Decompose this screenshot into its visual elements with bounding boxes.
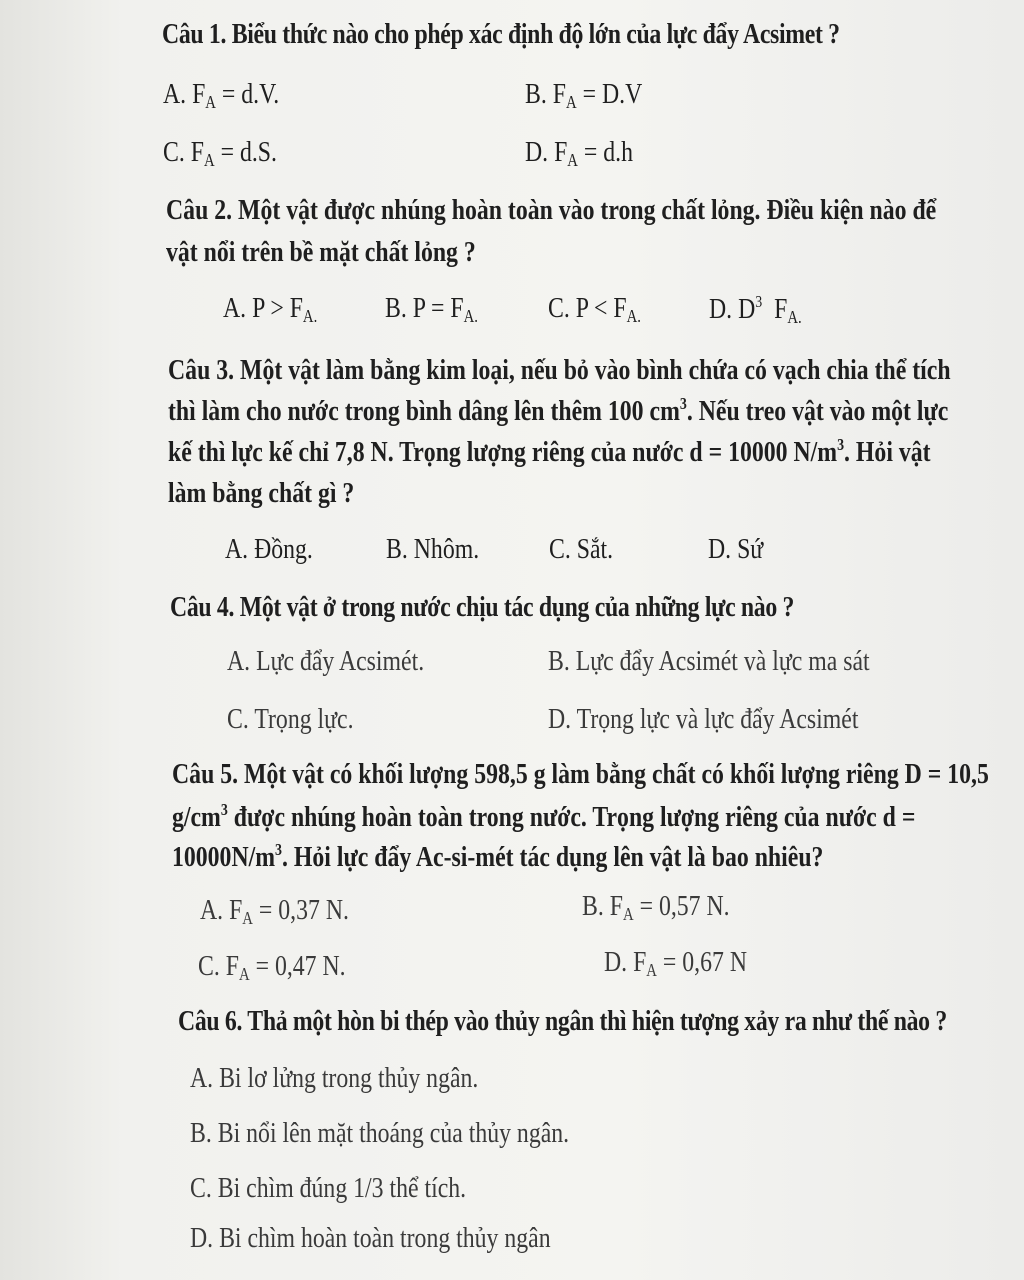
q3-option-b: B. Nhôm. xyxy=(386,533,480,565)
q1-option-b: B. $F_A = D.V$ xyxy=(525,78,643,112)
q5-option-c: C. $F_A = 0,47$ N. xyxy=(198,950,346,984)
q1-option-a: A. $F_A = d.V$. xyxy=(163,78,280,112)
q5-option-a: A. $F_A = 0,37$ N. xyxy=(200,894,349,928)
q2-option-d: D. $D^3$ $F_{A.}$ xyxy=(709,292,802,327)
q4-option-a: A. Lực đẩy Acsimét. xyxy=(227,645,425,677)
q2-line-2: vật nổi trên bề mặt chất lỏng ? xyxy=(166,236,476,268)
q2-option-b: B. $P = F_{A.}$ xyxy=(385,292,478,326)
q6-title: Câu 6. Thả một hòn bi thép vào thủy ngân thì hiện tượng xảy ra như thế nào ? xyxy=(178,1005,947,1037)
q4-option-c: C. Trọng lực. xyxy=(227,703,354,735)
q3-line-3: kế thì lực kế chỉ 7,8 N. Trọng lượng riêng của nước d = 10000 $N/m^3$. Hỏi vật xyxy=(168,435,931,468)
q5-option-d: D. $F_A = 0,67$ N xyxy=(604,946,748,980)
q6-option-b: B. Bi nổi lên mặt thoáng của thủy ngân. xyxy=(190,1117,570,1149)
q4-option-b: B. Lực đẩy Acsimét và lực ma sát xyxy=(548,645,870,677)
q3-option-a: A. Đồng. xyxy=(225,533,313,565)
q5-line-3: $10000N/m^3$. Hỏi lực đẩy Ac-si-mét tác dụng lên vật là bao nhiêu? xyxy=(172,840,824,873)
q1-title: Câu 1. Biểu thức nào cho phép xác định độ lớn của lực đẩy Acsimet ? xyxy=(162,18,840,50)
q6-option-c: C. Bi chìm đúng 1/3 thể tích. xyxy=(190,1172,467,1204)
q3-line-1: Câu 3. Một vật làm bằng kim loại, nếu bỏ vào bình chứa có vạch chia thể tích xyxy=(168,354,951,386)
q4-option-d: D. Trọng lực và lực đẩy Acsimét xyxy=(548,703,859,735)
q3-option-d: D. Sứ xyxy=(708,533,764,565)
q3-option-c: C. Sắt. xyxy=(549,533,614,565)
q3-line-2: thì làm cho nước trong bình dâng lên thêm 100 $cm^3$. Nếu treo vật vào một lực xyxy=(168,394,949,427)
q6-option-d: D. Bi chìm hoàn toàn trong thủy ngân xyxy=(190,1222,551,1254)
q5-line-2: $g/cm^3$ được nhúng hoàn toàn trong nước. Trọng lượng riêng của nước d = xyxy=(172,800,916,833)
q5-line-1: Câu 5. Một vật có khối lượng 598,5 g làm bằng chất có khối lượng riêng D = 10,5 xyxy=(172,758,989,790)
q2-line-1: Câu 2. Một vật được nhúng hoàn toàn vào trong chất lỏng. Điều kiện nào để xyxy=(166,194,937,226)
q2-option-c: C. $P < F_{A.}$ xyxy=(548,292,641,326)
q1-option-d: D. $F_A = d.h$ xyxy=(525,136,633,170)
q5-option-b: B. $F_A = 0,57$ N. xyxy=(582,890,730,924)
q2-option-a: A. $P > F_{A.}$ xyxy=(223,292,318,326)
q6-option-a: A. Bi lơ lửng trong thủy ngân. xyxy=(190,1062,479,1094)
q1-option-c: C. $F_A = d.S$. xyxy=(163,136,277,170)
q4-title: Câu 4. Một vật ở trong nước chịu tác dụng của những lực nào ? xyxy=(170,591,795,623)
q3-line-4: làm bằng chất gì ? xyxy=(168,477,355,509)
